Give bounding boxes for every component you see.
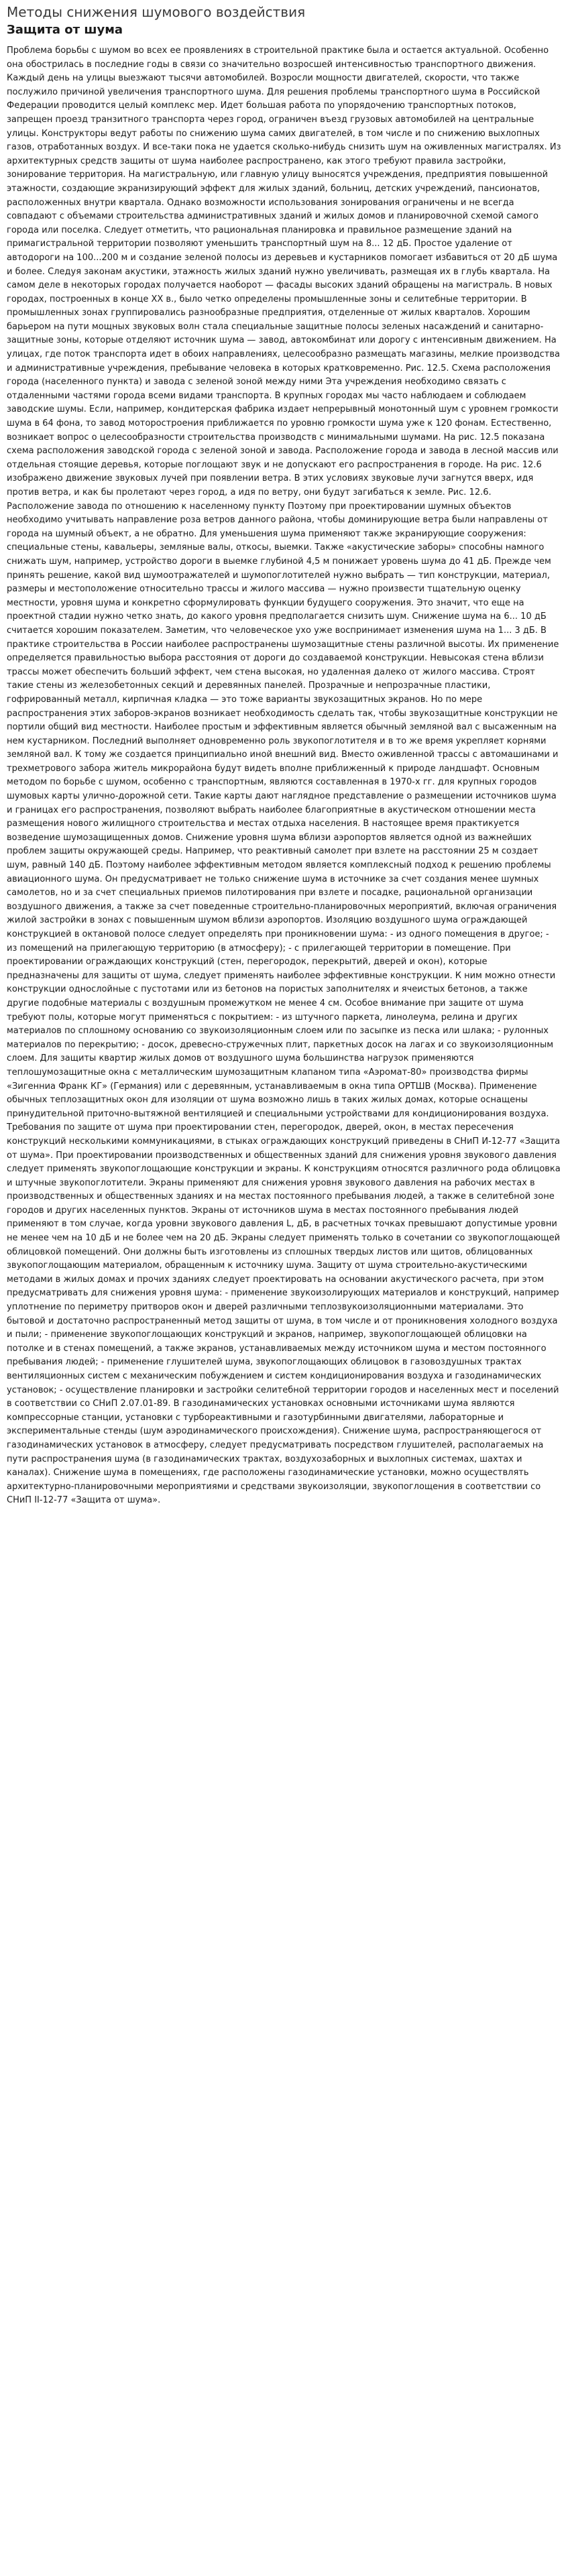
article-title: Защита от шума xyxy=(7,23,123,37)
site-title: Методы снижения шумового воздействия xyxy=(7,4,306,20)
article-body: Проблема борьбы с шумом во всех ее проявлениях в строительной практике была и остается актуальной. Особенно она обострилась в последние годы в связи со значительно возросшей интенсивностью транспортного движения. Каждый день на улицы выезжают тысячи автомобилей. Возросли мощности двигателей, скорости, что также послужило причиной увеличения транспортного шума. Для решения проблемы транспортного шума в Российской Федерации проводится целый комплекс мер. Идет большая работа по упорядочению транспортных потоков, запрещен проезд транзитного транспорта через город, ограничен въезд грузовых автомобилей на центральные улицы. Конструкторы ведут работы по снижению шума самих двигателей, в том числе и по снижению выхлопных газов, отработанных воздух. И все-таки пока не удается сколько-нибудь снизить шум на оживленных магистралях. Из архитектурных средств защиты от шума наиболее распространено, как этого требуют правила застройки, зонирование территория. На магистральную, или главную улицу выносятся учреждения, предприятия повышенной этажности, создающие экранизирующий эффект для жилых зданий, больниц, детских учреждений, пансионатов, расположенных внутри квартала. Однако возможности использования зонирования ограничены и не всегда совпадают с объемами строительства административных зданий и жилых домов и планировочной схемой самого города или поселка. Следует отметить, что рациональная планировка и правильное размещение зданий на примагистральной территории позволяют уменьшить транспортный шум на 8... 12 дБ. Простое удаление от автодороги на 100...200 м и создание зеленой полосы из деревьев и кустарников помогает избавиться от 20 дБ шума и более. Следуя законам акустики, этажность жилых зданий нужно увеличивать, размещая их в глубь квартала. На самом деле в некоторых городах получается наоборот — фасады высоких зданий обращены на магистраль. В новых городах, построенных в конце XX в., было четко определены промышленные зоны и селитебные территории. В промышленных зонах группировались разнообразные предприятия, отделенные от жилых кварталов. Хорошим барьером на пути мощных звуковых волн стала специальные защитные полосы зеленых насаждений и санитарно-защитные зоны, которые отделяют источник шума — завод, автокомбинат или дорогу с интенсивным движением. На улицах, где поток транспорта идет в обоих направлениях, целесообразно размещать магазины, мелкие производства и административные учреждения, пребывание человека в которых кратковременно. Рис. 12.5. Схема расположения города (населенного пункта) и завода с зеленой зоной между ними Эта учреждения необходимо связать с отдаленными частями города всеми видами транспорта. В крупных городах мы часто наблюдаем и соблюдаем заводские шумы. Если, например, кондитерская фабрика издает непрерывный монотонный шум с уровнем громкости шума в 64 фона, то завод моторостроения приближается по уровню громкости шума уже к 120 фонам. Естественно, возникает вопрос о целесообразности строительства производств с минимальными шумами. На рис. 12.5 показана схема расположения заводской города с зеленой зоной и завода. Расположение города и завода в лесной массив или отдельная стоящие деревья, которые поглощают звук и не допускают его распространения в городе. На рис. 12.6 изображено движение звуковых лучей при появлении ветра. В этих условиях звуковые лучи загнутся вверх, идя против ветра, и как бы пролетают через город, а идя по ветру, они будут загибаться к земле. Рис. 12.6. Расположение завода по отношению к населенному пункту Поэтому при проектировании шумных объектов необходимо учитывать направление роза ветров данного района, чтобы доминирующие ветра были направлены от города на шумный объект, а не обратно. Для уменьшения шума применяют также экранирующие сооружения: специальные стены, кавальеры, земляные валы, откосы, выемки. Также «акустические заборы» способны намного снижать шум, например, устройство дороги в выемке глубиной 4,5 м понижает уровень шума до 41 дБ. Прежде чем принять решение, какой вид шумоотражателей и шумопоглотителей нужно выбрать — тип конструкции, материал, размеры и местоположение относительно трассы и жилого массива — нужно произвести тщательную оценку местности, уровня шума и конкретно сформулировать функции будущего сооружения. Это значит, что еще на проектной стадии нужно четко знать, до какого уровня предполагается снизить шум. Снижение шума на 6... 10 дБ считается хорошим показателем. Заметим, что человеческое ухо уже воспринимает изменения шума на 1... 3 дБ. В практике строительства в России наиболее распространены шумозащитные стены различной высоты. Их применение определяется правильностью выбора расстояния от дороги до создаваемой конструкции. Невысокая стена вблизи трассы может обеспечить больший эффект, чем стена высокая, но удаленная далеко от жилого массива. Строят такие стены из железобетонных секций и деревянных панелей. Прозрачные и непрозрачные пластики, гофрированный металл, кирпичная кладка — это тоже варианты звукозащитных экранов. Но по мере распространения этих заборов-экранов возникает необходимость сделать так, чтобы звукозащитные конструкции не портили общий вид местности. Наиболее простым и эффективным является обычный земляной вал с высаженным на нем кустарником. Последний выполняет одновременно роль звукопоглотителя и в то же время укрепляет корнями земляной вал. К тому же создается принципиально иной внешний вид. Вместо оживленной трассы с автомашинами и трехметрового забора житель микрорайона будут видеть вполне приближенный к природе ландшафт. Основным методом по борьбе с шумом, особенно с транспортным, являются составленная в 1970-х гг. для крупных городов шумовых карты улично-дорожной сети. Такие карты дают наглядное представление о размещении источников шума и границах его распространения, позволяют выбрать наиболее благоприятные в акустическом отношении места размещения нового жилищного строительства и местах отдыха населения. В настоящее время практикуется возведение шумозащищенных домов. Снижение уровня шума вблизи аэропортов является одной из важнейших проблем защиты окружающей среды. Например, что реактивный самолет при взлете на расстоянии 25 м создает шум, равный 140 дБ. Поэтому наиболее эффективным методом является комплексный подход к решению проблемы авиационного шума. Он предусматривает не только снижение шума в источнике за счет создания менее шумных самолетов, но и за счет специальных приемов пилотирования при взлете и посадке, рациональной организации воздушного движения, а также за счет поведенные строительно-планировочных мероприятий, включая ограничения жилой застройки в зонах с повышенным шумом вблизи аэропортов. Изоляцию воздушного шума ограждающей конструкцией в октановой полосе следует определять при проникновении шума: - из одного помещения в другое; - из помещений на прилегающую территорию (в атмосферу); - с прилегающей территории в помещение. При проектировании ограждающих конструкций (стен, перегородок, перекрытий, дверей и окон), которые предназначены для защиты от шума, следует применять наиболее эффективные конструкции. К ним можно отнести конструкции однослойные с пустотами или из бетонов на пористых заполнителях и ячеистых бетонов, а также другие подобные материалы с воздушным промежутком не менее 4 см. Особое внимание при защите от шума требуют полы, которые могут применяться с покрытием: - из штучного паркета, линолеума, релина и других материалов по сплошному основанию со звукоизоляционным слоем или по засыпке из песка или шлака; - рулонных материалов по перекрытию; - досок, древесно-стружечных плит, паркетных досок на лагах и со звукоизоляционным слоем. Для защиты квартир жилых домов от воздушного шума большинства нагрузок применяются теплошумозащитные окна с металлическим шумозащитным клапаном типа «Аэромат-80» производства фирмы «Зигенниа Франк КГ» (Германия) или с деревянным, устанавливаемым в окна типа ОРТШВ (Москва). Применение обычных теплозащитных окон для изоляции от шума возможно лишь в таких жилых домах, которые оснащены принудительной приточно-вытяжной вентиляцией и специальными устройствами для кондиционирования воздуха. Требования по защите от шума при проектировании стен, перегородок, дверей, окон, в местах пересечения конструкций несколькими коммуникациями, в стыках ограждающих конструкций приведены в СНиП И-12-77 «Защита от шума». При проектировании производственных и общественных зданий для снижения уровня звукового давления следует применять звукопоглощающие конструкции и экраны. К конструкциям относятся различного рода облицовка и штучные звукопоглотители. Экраны применяют для снижения уровня звукового давления на рабочих местах в производственных и общественных зданиях и на местах постоянного пребывания людей, а также в селитебной зоне городов и других населенных пунктов. Экраны от источников шума в местах постоянного пребывания людей применяют в том случае, когда уровни звукового давления L, дБ, в расчетных точках превышают допустимые уровни не менее чем на 10 дБ и не более чем на 20 дБ. Экраны следует применять только в сочетании со звукопоглощающей облицовкой помещений. Они должны быть изготовлены из сплошных твердых листов или щитов, облицованных звукопоглощающим материалом, обращенным к источнику шума. Защиту от шума строительно-акустическими методами в жилых домах и прочих зданиях следует проектировать на основании акустического расчета, при этом предусматривать для снижения уровня шума: - применение звукоизолирующих материалов и конструкций, например уплотнение по периметру притворов окон и дверей различными теплозвукоизоляционными материалами. Это бытовой и достаточно распространенный метод защиты от шума, в том числе и от проникновения холодного воздуха и пыли; - применение звукопоглощающих конструкций и экранов, например, звукопоглощающей облицовки на потолке и в стенах помещений, а также экранов, устанавливаемых между источником шума и местом постоянного пребывания людей; - применение глушителей шума, звукопоглощающих облицовок в газовоздушных трактах вентиляционных систем с механическим побуждением и систем кондиционирования воздуха и газодинамических установок; - осуществление планировки и застройки селитебной территории городов и населенных мест и поселений в соответствии со СНиП 2.07.01-89. В газодинамических установках основными источниками шума являются компрессорные станции, установки с турбореактивными и газотурбинными двигателями, лабораторные и экспериментальные стенды (шум аэродинамического происхождения). Снижение шума, распространяющегося от газодинамических установок в атмосферу, следует предусматривать посредством глушителей, располагаемых на пути распространения шума (в газодинамических трактах, воздухозаборных и выхлопных системах, шахтах и каналах). Снижение шума в помещениях, где расположены газодинамические установки, можно осуществлять архитектурно-планировочными мероприятиями и средствами звукоизоляции, звукопоглощения в соответствии со СНиП II-12-77 «Защита от шума». xyxy=(7,46,561,1506)
